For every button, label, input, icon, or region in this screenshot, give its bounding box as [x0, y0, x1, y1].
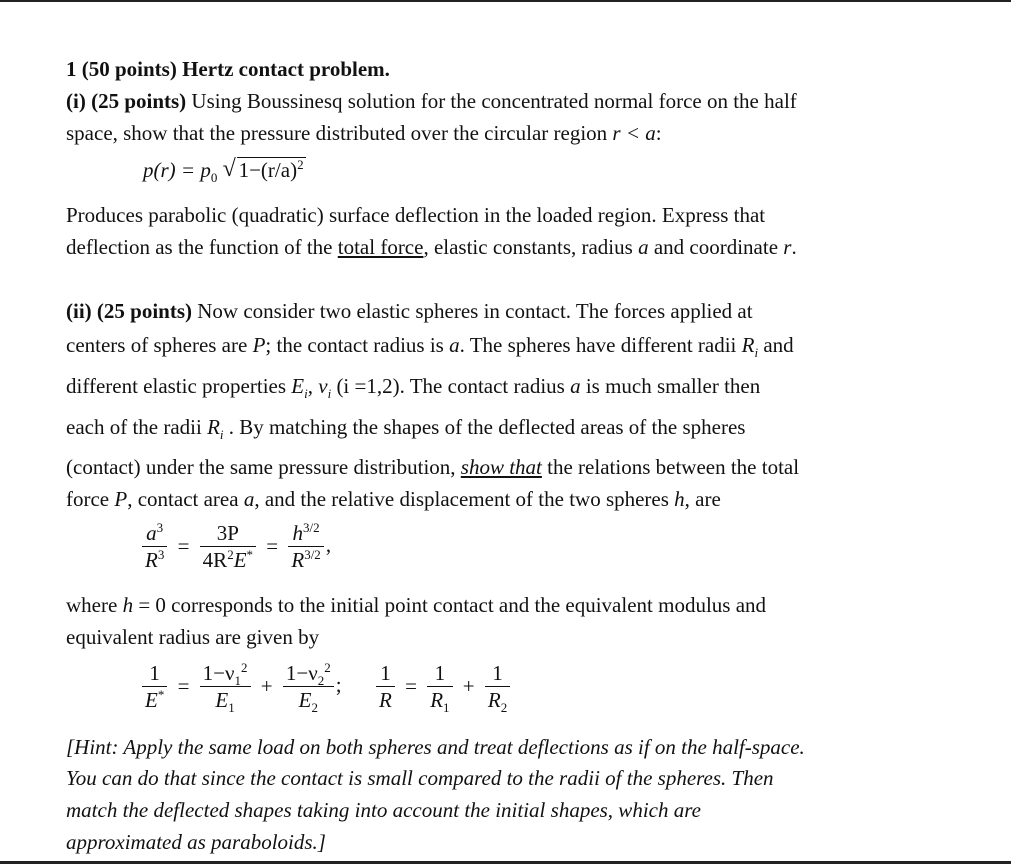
fraction-nu1-over-E1: $\frac{1-\nu_1^2}{E_1}$	[200, 660, 251, 713]
sqrt-expression: √ $1-(r/a)^2$	[222, 156, 304, 182]
where-line2: equivalent radius are given by	[66, 625, 320, 649]
part1-label: (i) (25 points)	[66, 89, 187, 113]
part2-line4: each of the radii $R_i$ . By matching the shapes of the deflected areas of the spheres	[66, 415, 746, 443]
equivalent-modulus-radius-equation: $\frac{1}{E^*}$ = $\frac{1-\nu_1^2}{E_1}$ + $\frac{1-\nu_2^2}{E_2}$ ; $\frac{1}{R}$ = $\frac{1}{R_1}$ + $\frac{1}{R_2}$	[140, 660, 512, 713]
fraction-3P-over-4R2E: $\frac{3P}{4R^2E^*}$	[200, 520, 256, 573]
hint-line4: approximated as paraboloids.]	[66, 830, 326, 854]
part2-line1: (ii) (25 points) Now consider two elastic spheres in contact. The forces applied at	[66, 299, 753, 323]
fraction-1-over-R2: $\frac{1}{R_2}$	[485, 660, 510, 713]
where-line1: where h = 0 corresponds to the initial point contact and the equivalent modulus and	[66, 593, 767, 617]
fraction-1-over-R: $\frac{1}{R}$	[376, 660, 395, 713]
hint-line3: match the deflected shapes taking into account the initial shapes, which are	[66, 798, 701, 822]
fraction-1-over-R1: $\frac{1}{R_1}$	[427, 660, 452, 713]
fraction-1-over-Estar: $\frac{1}{E^*}$	[142, 660, 167, 713]
sqrt-sign-icon: √	[222, 156, 236, 182]
part1-line2: space, show that the pressure distributed over the circular region r < a:	[66, 121, 662, 145]
fraction-h-over-R: $\frac{h^{3/2}}{R^{3/2}}$	[288, 520, 323, 573]
part2-line3: different elastic properties $E_i$, $\nu_i$ (i =1,2). The contact radius a is much smaller then	[66, 374, 761, 402]
total-force-underlined: total force	[337, 235, 424, 259]
fraction-a3-over-R3: $\frac{a^3}{R^3}$	[142, 520, 167, 573]
hint-line2: You can do that since the contact is small compared to the radii of the spheres. Then	[66, 766, 774, 790]
pressure-equation: $p(r) = p_0$ √ $1-(r/a)^2$	[143, 156, 304, 186]
part2-line2: centers of spheres are P; the contact radius is a. The spheres have different radii $R_i$ and	[66, 333, 794, 361]
fraction-nu2-over-E2: $\frac{1-\nu_2^2}{E_2}$	[283, 660, 334, 713]
top-rule	[0, 0, 1011, 2]
part1-line1: (i) (25 points) Using Boussinesq solution for the concentrated normal force on the half	[66, 89, 797, 113]
part2-label: (ii) (25 points)	[66, 299, 192, 323]
hint-line1: [Hint: Apply the same load on both spheres and treat deflections as if on the half-space.	[66, 735, 805, 759]
problem-title: 1 (50 points) Hertz contact problem.	[66, 57, 390, 81]
show-that-underlined: show that	[460, 455, 542, 479]
part1-line3: Produces parabolic (quadratic) surface deflection in the loaded region. Express that	[66, 203, 766, 227]
part1-line4: deflection as the function of the total force, elastic constants, radius a and coordinate r.	[66, 235, 797, 259]
region-condition: r < a	[612, 121, 656, 145]
part2-line6: force P, contact area a, and the relative displacement of the two spheres h, are	[66, 487, 721, 511]
hertz-relation-equation: $\frac{a^3}{R^3}$ = $\frac{3P}{4R^2E^*}$ = $\frac{h^{3/2}}{R^{3/2}}$ ,	[140, 520, 331, 573]
part2-line5: (contact) under the same pressure distribution, show that the relations between the total	[66, 455, 800, 479]
